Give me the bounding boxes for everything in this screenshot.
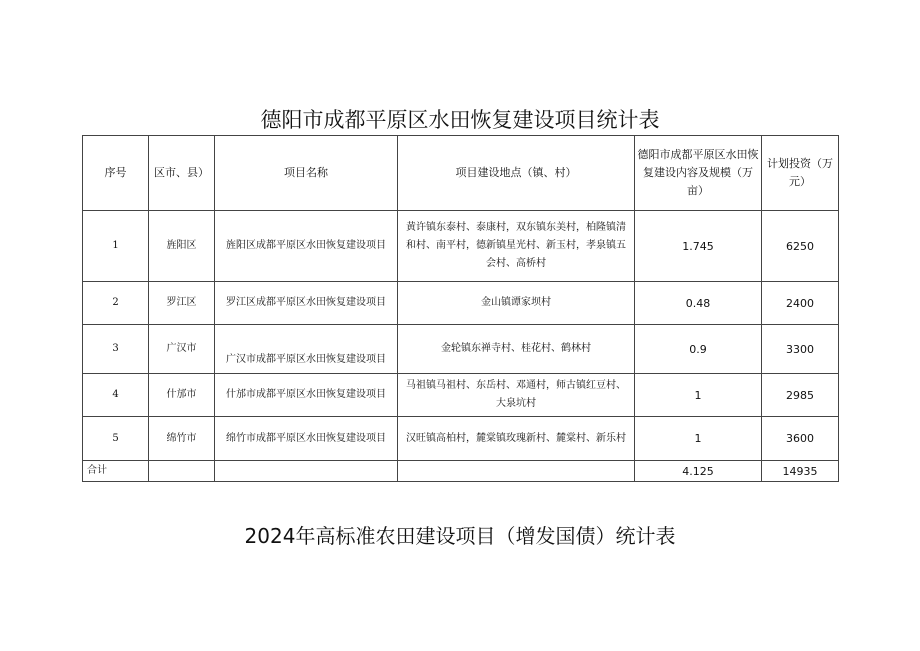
total-scale: 4.125 [635, 461, 762, 482]
cell-location: 汉旺镇高柏村，麓棠镇玫瑰新村、麓棠村、新乐村 [398, 417, 635, 461]
document-title: 德阳市成都平原区水田恢复建设项目统计表 [260, 108, 660, 132]
cell-district: 广汉市 [149, 325, 215, 374]
cell-investment: 6250 [762, 211, 839, 282]
cell-investment: 2400 [762, 282, 839, 325]
header-scale: 德阳市成都平原区水田恢复建设内容及规模（万亩） [635, 136, 762, 211]
table-row [83, 211, 839, 282]
table-row [83, 282, 839, 325]
cell-location: 马祖镇马祖村、东岳村、邓通村，师古镇红豆村、大泉坑村 [398, 374, 635, 417]
cell-project-name: 罗江区成都平原区水田恢复建设项目 [215, 282, 398, 325]
table-row [83, 417, 839, 461]
project-table [82, 135, 839, 482]
cell-project-name: 绵竹市成都平原区水田恢复建设项目 [215, 417, 398, 461]
cell-seq: 2 [83, 282, 149, 325]
cell-investment: 2985 [762, 374, 839, 417]
header-seq: 序号 [83, 136, 149, 211]
cell-district: 绵竹市 [149, 417, 215, 461]
table-total-row [83, 461, 839, 482]
table-row [83, 325, 839, 374]
cell-seq: 5 [83, 417, 149, 461]
total-empty-cell [149, 461, 215, 482]
cell-investment: 3300 [762, 325, 839, 374]
cell-scale: 1.745 [635, 211, 762, 282]
cell-project-name: 什邡市成都平原区水田恢复建设项目 [215, 374, 398, 417]
header-location: 项目建设地点（镇、村） [398, 136, 635, 211]
cell-scale: 0.48 [635, 282, 762, 325]
cell-investment: 3600 [762, 417, 839, 461]
cell-seq: 3 [83, 325, 149, 374]
cell-district: 罗江区 [149, 282, 215, 325]
cell-seq: 4 [83, 374, 149, 417]
cell-district: 旌阳区 [149, 211, 215, 282]
cell-location: 金轮镇东禅寺村、桂花村、鹤林村 [398, 325, 635, 374]
cell-location: 黄许镇东泰村、泰康村，双东镇东美村，柏隆镇清和村、南平村，德新镇星光村、新玉村，孝泉镇五会村、高桥村 [398, 211, 635, 282]
cell-scale: 1 [635, 417, 762, 461]
table-header-row [83, 136, 839, 211]
header-investment: 计划投资（万元） [762, 136, 839, 211]
cell-location: 金山镇谭家坝村 [398, 282, 635, 325]
cell-district: 什邡市 [149, 374, 215, 417]
total-investment: 14935 [762, 461, 839, 482]
cell-project-name: 广汉市成都平原区水田恢复建设项目 [215, 325, 398, 374]
cell-scale: 0.9 [635, 325, 762, 374]
total-label: 合计 [83, 461, 149, 482]
table-row [83, 374, 839, 417]
second-table-title: 2024年高标准农田建设项目（增发国债）统计表 [244, 524, 676, 548]
cell-scale: 1 [635, 374, 762, 417]
header-district: 区市、县） [149, 136, 215, 211]
header-project-name: 项目名称 [215, 136, 398, 211]
cell-project-name: 旌阳区成都平原区水田恢复建设项目 [215, 211, 398, 282]
total-empty-cell [398, 461, 635, 482]
total-empty-cell [215, 461, 398, 482]
cell-seq: 1 [83, 211, 149, 282]
